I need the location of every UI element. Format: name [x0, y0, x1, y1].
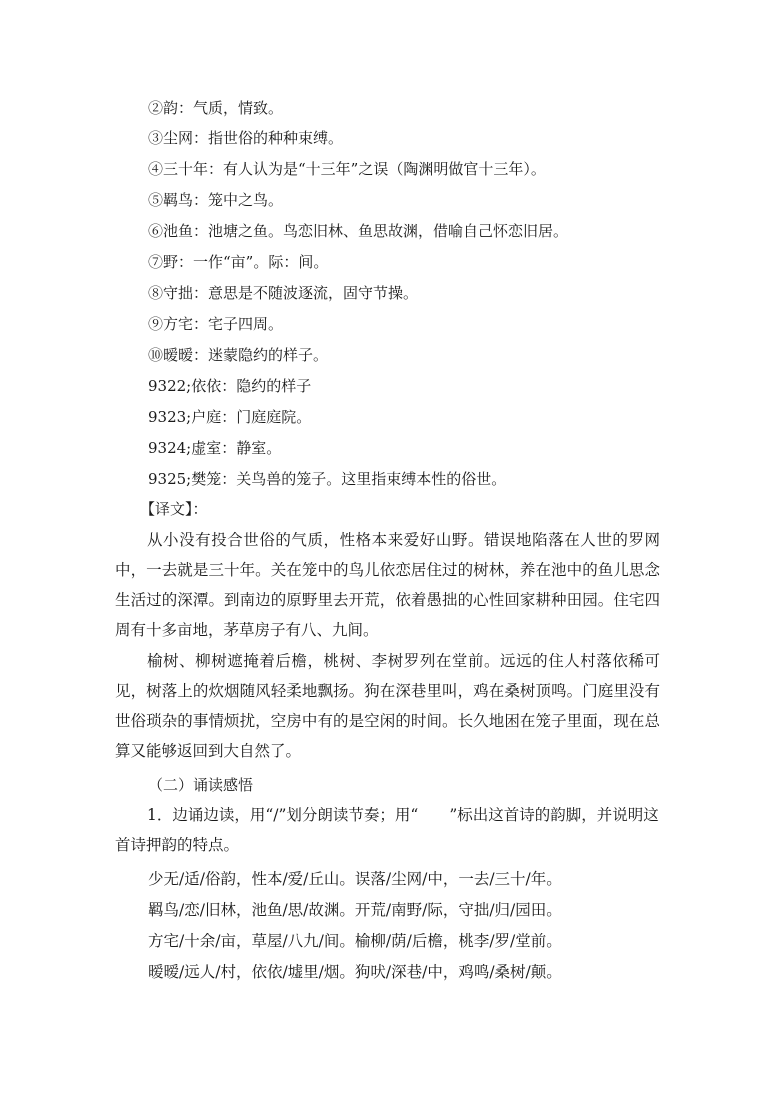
poem-line: 少无/适/俗韵，性本/爱/丘山。误落/尘网/中，一去/三十/年。	[148, 870, 562, 888]
note-line: ⑩暧暧：迷蒙隐约的样子。	[148, 346, 329, 364]
translation-paragraph: 榆树、柳树遮掩着后檐，桃树、李树罗列在堂前。远远的住人村落依稀可见，树落上的炊烟随风轻柔地飘扬。狗在深巷里叫，鸡在桑树顶鸣。门庭里没有世俗琐杂的事情烦扰，空房中有的是空闲的时间。长久地困在笼子里面，现在总算又能够返回到大自然了。	[115, 652, 660, 760]
note-line: 9324;虚室：静室。	[148, 439, 282, 457]
note-line: ⑦野：一作“亩”。际：间。	[148, 253, 329, 271]
note-line: 9323;户庭：门庭庭院。	[148, 408, 312, 426]
poem-line: 暧暧/远人/村，依依/墟里/烟。狗吠/深巷/中，鸡鸣/桑树/颠。	[148, 963, 562, 981]
note-line: ②韵：气质，情致。	[148, 99, 284, 117]
poem-line: 羁鸟/恋/旧林，池鱼/思/故渊。开荒/南野/际，守拙/归/园田。	[148, 901, 562, 919]
section-heading: （二）诵读感悟	[148, 776, 254, 794]
note-line: 9322;依依：隐约的样子	[148, 377, 312, 395]
translation-paragraph: 从小没有投合世俗的气质，性格本来爱好山野。错误地陷落在人世的罗网中，一去就是三十年。关在笼中的鸟儿依恋居住过的树林，养在池中的鱼儿思念生活过的深潭。到南边的原野里去开荒，依着愚拙的心性回家耕种田园。住宅四周有十多亩地，茅草房子有八、九间。	[115, 531, 660, 639]
note-line: 9325;樊笼：关鸟兽的笼子。这里指束缚本性的俗世。	[148, 470, 507, 488]
note-line: ④三十年：有人认为是“十三年”之误（陶渊明做官十三年）。	[148, 160, 546, 178]
note-line: ③尘网：指世俗的种种束缚。	[148, 129, 344, 147]
note-line: ⑨方宅：宅子四周。	[148, 315, 284, 333]
note-line: ⑥池鱼：池塘之鱼。鸟恋旧林、鱼思故渊，借喻自己怀恋旧居。	[148, 222, 569, 240]
note-line: ⑤羁鸟：笼中之鸟。	[148, 191, 284, 209]
note-line: ⑧守拙：意思是不随波逐流，固守节操。	[148, 284, 419, 302]
translation-heading: 【译文】：	[140, 500, 208, 518]
poem-line: 方宅/十余/亩，草屋/八九/间。榆柳/荫/后檐，桃李/罗/堂前。	[148, 932, 562, 950]
question-text: 1．边诵边读，用“/”划分朗读节奏；用“ ”标出这首诗的韵脚，并说明这首诗押韵的特点。	[115, 806, 659, 854]
